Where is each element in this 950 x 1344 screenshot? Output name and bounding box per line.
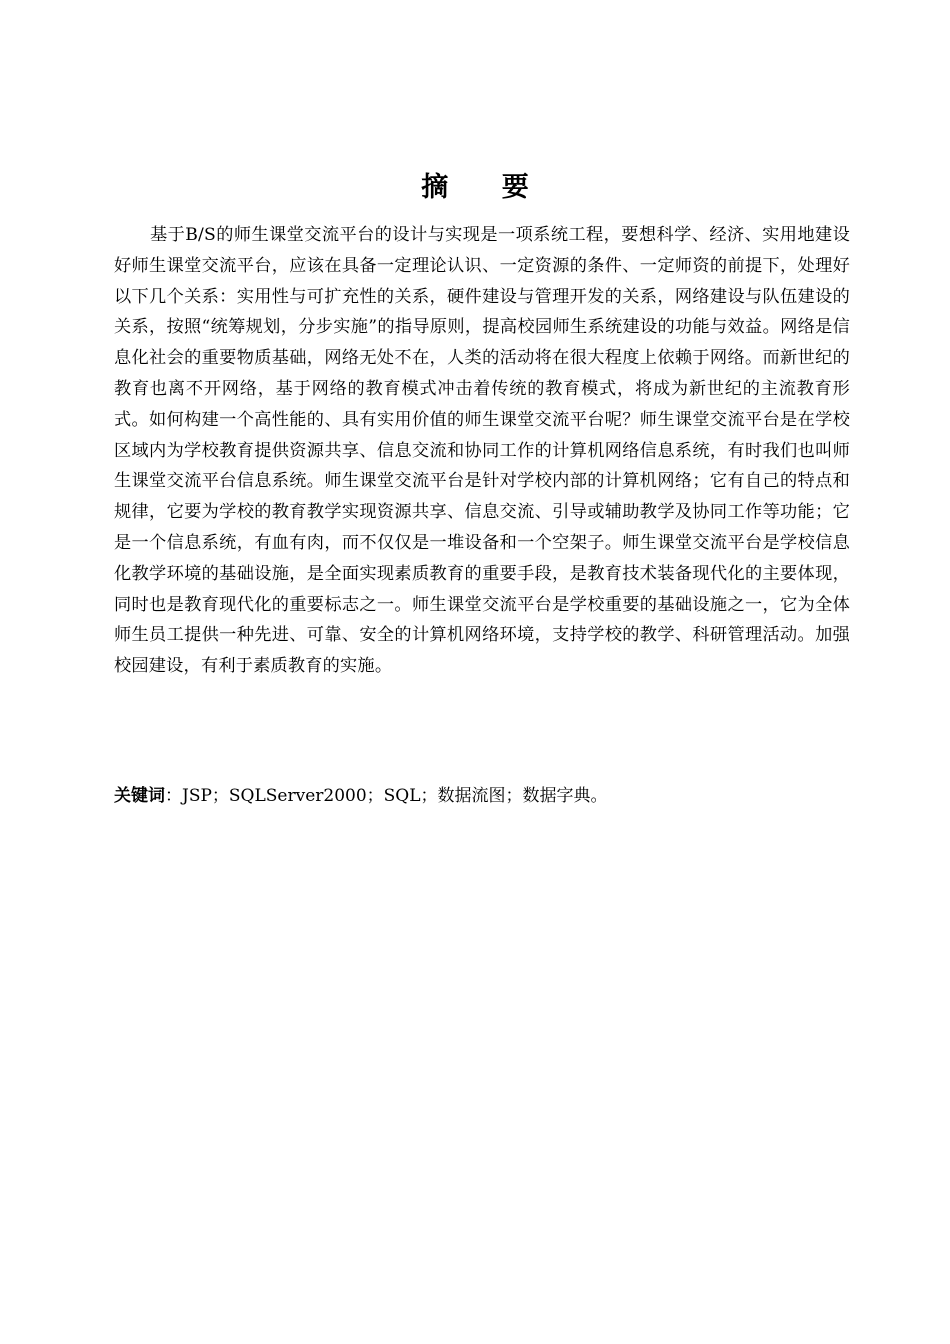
keywords-text: JSP；SQLServer2000；SQL；数据流图；数据字典。	[182, 786, 608, 806]
page-title: 摘 要	[421, 172, 551, 203]
keywords-label: 关键词	[114, 786, 165, 806]
keywords-line	[114, 782, 850, 810]
abstract-paragraph: 基于B/S的师生课堂交流平台的设计与实现是一项系统工程，要想科学、经济、实用地建设好师生课堂交流平台，应该在具备一定理论认识、一定资源的条件、一定师资的前提下，处理好以下几个关系：实用性与可扩充性的关系，硬件建设与管理开发的关系，网络建设与队伍建设的关系，按照“统筹规划，分步实施”的指导原则，提高校园师生系统建设的功能与效益。网络是信息化社会的重要物质基础，网络无处不在，人类的活动将在很大程度上依赖于网络。而新世纪的教育也离不开网络，基于网络的教育模式冲击着传统的教育模式，将成为新世纪的主流教育形式。如何构建一个高性能的、具有实用价值的师生课堂交流平台呢？师生课堂交流平台是在学校区域内为学校教育提供资源共享、信息交流和协同工作的计算机网络信息系统，有时我们也叫师生课堂交流平台信息系统。师生课堂交流平台是针对学校内部的计算机网络；它有自己的特点和规律，它要为学校的教育教学实现资源共享、信息交流、引导或辅助教学及协同工作等功能；它是一个信息系统，有血有肉，而不仅仅是一堆设备和一个空架子。师生课堂交流平台是学校信息化教学环境的基础设施，是全面实现素质教育的重要手段，是教育技术装备现代化的主要体现，同时也是教育现代化的重要标志之一。师生课堂交流平台是学校重要的基础设施之一，它为全体师生员工提供一种先进、可靠、安全的计算机网络环境，支持学校的教学、科研管理活动。加强校园建设，有利于素质教育的实施。	[114, 225, 850, 677]
keywords-separator: ：	[165, 786, 182, 806]
